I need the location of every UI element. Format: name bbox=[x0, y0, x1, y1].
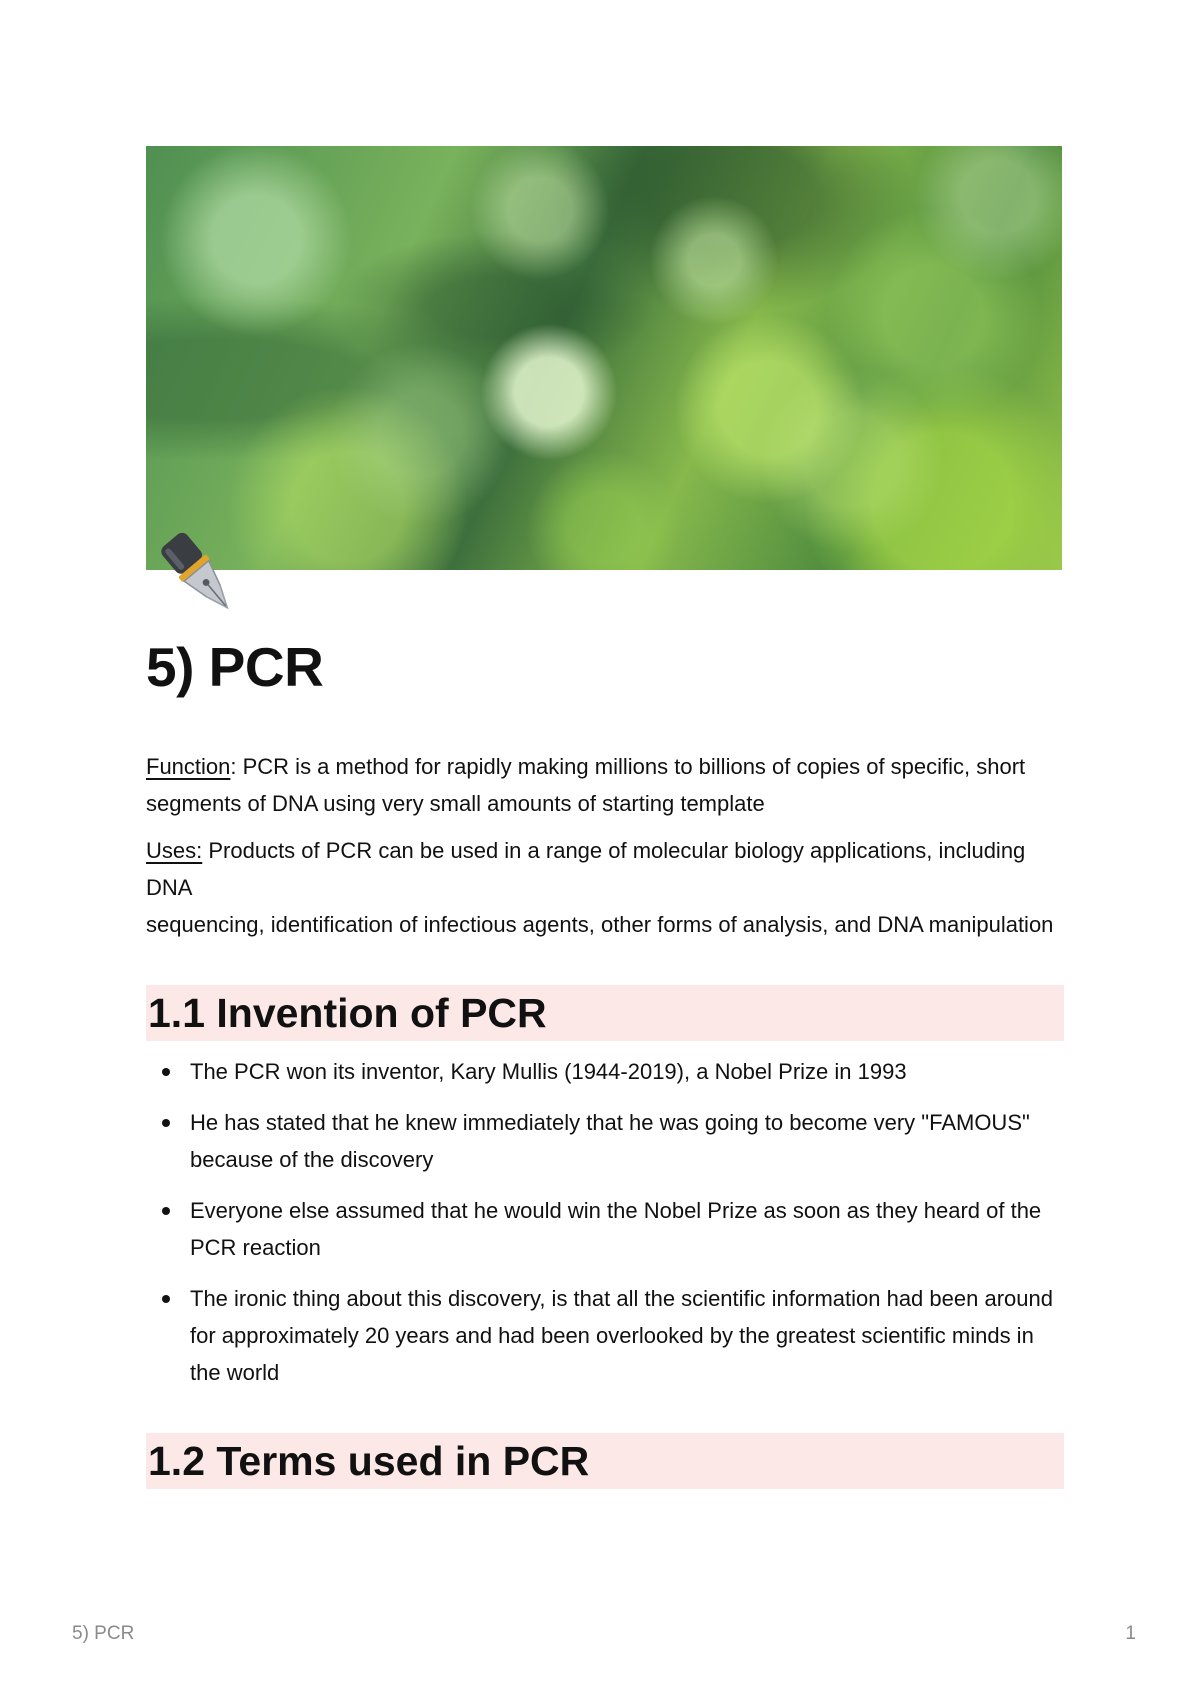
fountain-pen-icon bbox=[154, 532, 244, 616]
bullet-dot bbox=[162, 1207, 170, 1215]
list-item bbox=[146, 1104, 1064, 1178]
uses-text-line1: Products of PCR can be used in a range of molecular biology applications, including DNA bbox=[146, 838, 1026, 900]
page-title: 5) PCR bbox=[146, 636, 324, 698]
section-heading-terms: 1.2 Terms used in PCR bbox=[146, 1433, 1064, 1489]
function-label: Function bbox=[146, 754, 231, 779]
list-item-text: He has stated that he knew immediately that he was going to become very "FAMOUS" because of the discovery bbox=[190, 1110, 1030, 1172]
list-item-text: The ironic thing about this discovery, is that all the scientific information had been around for approximately 20 years and had been overlooked by the greatest scientific minds in the world bbox=[190, 1286, 1053, 1385]
list-item bbox=[146, 1192, 1064, 1266]
list-item-text: The PCR won its inventor, Kary Mullis (1944-2019), a Nobel Prize in 1993 bbox=[190, 1059, 907, 1084]
footer-page-number: 1 bbox=[1125, 1623, 1136, 1644]
cover-image bbox=[146, 146, 1062, 570]
uses-text-line2: sequencing, identification of infectious agents, other forms of analysis, and DNA manipulation bbox=[146, 912, 1054, 937]
bullet-dot bbox=[162, 1119, 170, 1127]
uses-label: Uses: bbox=[146, 838, 203, 863]
bullet-dot bbox=[162, 1068, 170, 1076]
list-item-text: Everyone else assumed that he would win the Nobel Prize as soon as they heard of the PCR reaction bbox=[190, 1198, 1042, 1260]
section-heading-invention: 1.1 Invention of PCR bbox=[146, 985, 1064, 1041]
uses-paragraph bbox=[146, 832, 1064, 943]
cover-image-bokeh bbox=[146, 146, 1062, 570]
invention-bullet-list bbox=[146, 1053, 1064, 1391]
footer-doc-title: 5) PCR bbox=[72, 1623, 135, 1644]
page-content bbox=[146, 748, 1064, 1489]
function-paragraph bbox=[146, 748, 1064, 822]
list-item bbox=[146, 1280, 1064, 1391]
function-text: : PCR is a method for rapidly making millions to billions of copies of specific, short segments of DNA using very small amounts of starting template bbox=[146, 754, 1026, 816]
bullet-dot bbox=[162, 1295, 170, 1303]
list-item bbox=[146, 1053, 1064, 1090]
